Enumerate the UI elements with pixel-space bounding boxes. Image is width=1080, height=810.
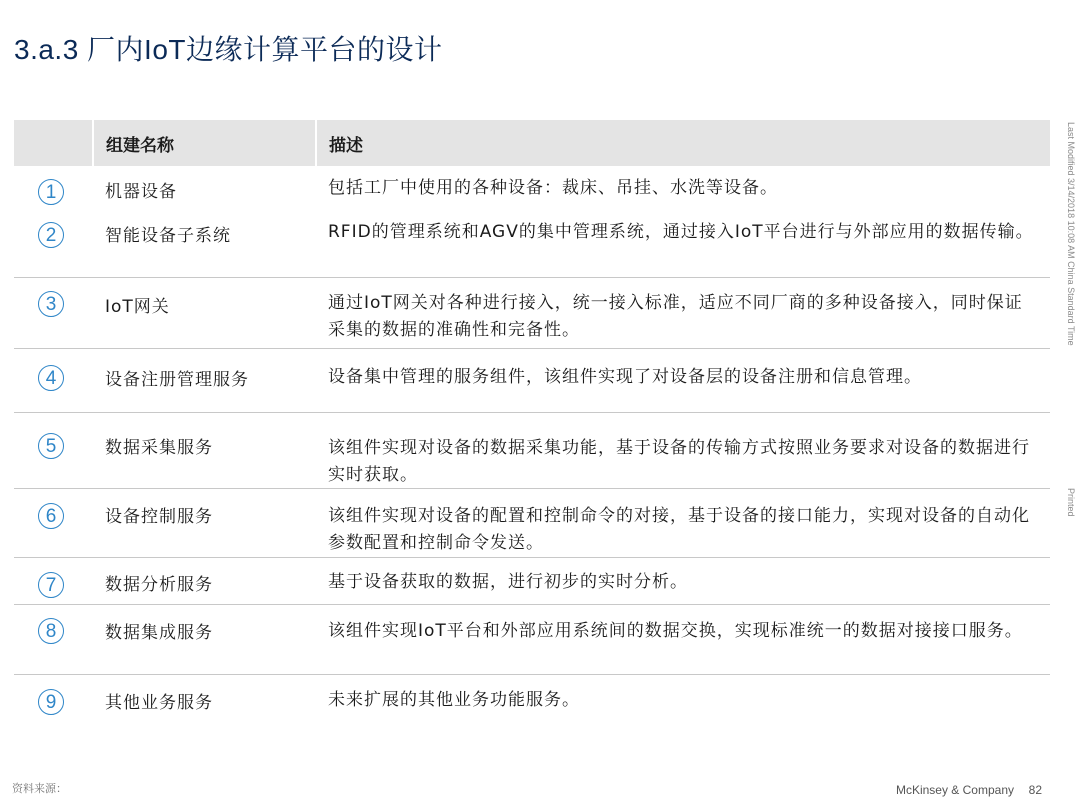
component-desc: RFID的管理系统和AGV的集中管理系统，通过接入IoT平台进行与外部应用的数据传输。 (328, 222, 1034, 242)
component-name: 机器设备 (105, 182, 177, 202)
component-desc: 设备集中管理的服务组件，该组件实现了对设备层的设备注册和信息管理。 (328, 367, 922, 387)
table-header (14, 120, 1050, 166)
footer-brand: McKinsey & Company (895, 783, 1014, 797)
number-badge: 7 (38, 572, 64, 598)
component-name: 其他业务服务 (105, 693, 213, 713)
number-badge: 2 (38, 222, 64, 248)
number-badge: 8 (38, 618, 64, 644)
component-table (14, 120, 1050, 166)
component-name: 数据集成服务 (105, 623, 213, 643)
component-desc: 包括工厂中使用的各种设备：裁床、吊挂、水洗等设备。 (328, 178, 778, 198)
number-badge: 5 (38, 433, 64, 459)
source-note: 资料来源： (12, 782, 67, 795)
component-name: 数据采集服务 (105, 438, 213, 458)
table-row (14, 674, 1050, 730)
page-title: 3.a.3 厂内IoT边缘计算平台的设计 (14, 34, 443, 65)
page-number: 82 (1028, 783, 1042, 797)
number-badge: 6 (38, 503, 64, 529)
number-badge: 3 (38, 291, 64, 317)
component-name: 数据分析服务 (105, 575, 213, 595)
table-row (14, 221, 1050, 277)
number-badge: 9 (38, 689, 64, 715)
component-desc: 该组件实现对设备的数据采集功能，基于设备的传输方式按照业务要求对设备的数据进行实时获取。 (328, 438, 1030, 485)
component-desc: 该组件实现IoT平台和外部应用系统间的数据交换，实现标准统一的数据对接接口服务。 (328, 621, 1023, 641)
table-row (14, 277, 1050, 348)
component-name: 智能设备子系统 (105, 226, 231, 246)
component-desc: 未来扩展的其他业务功能服务。 (328, 690, 580, 710)
header-desc: 描述 (315, 120, 1050, 166)
table-row (14, 348, 1050, 412)
header-number-cell (14, 120, 92, 166)
number-badge: 4 (38, 365, 64, 391)
table-row (14, 557, 1050, 604)
component-desc: 通过IoT网关对各种进行接入，统一接入标准，适应不同厂商的多种设备接入，同时保证采集的数据的准确性和完备性。 (328, 293, 1023, 340)
table-row (14, 412, 1050, 488)
table-row (14, 604, 1050, 674)
component-desc: 该组件实现对设备的配置和控制命令的对接，基于设备的接口能力，实现对设备的自动化参数配置和控制命令发送。 (328, 506, 1030, 553)
component-name: 设备控制服务 (105, 507, 213, 527)
header-name: 组建名称 (92, 120, 315, 166)
printed-note: Printed (1066, 488, 1076, 517)
component-name: 设备注册管理服务 (105, 370, 249, 390)
table-row (14, 175, 1050, 219)
component-name: IoT网关 (105, 297, 170, 317)
number-badge: 1 (38, 179, 64, 205)
last-modified-note: Last Modified 3/14/2018 10:08 AM China Standard Time (1066, 122, 1076, 346)
component-desc: 基于设备获取的数据，进行初步的实时分析。 (328, 572, 688, 592)
table-row (14, 488, 1050, 557)
